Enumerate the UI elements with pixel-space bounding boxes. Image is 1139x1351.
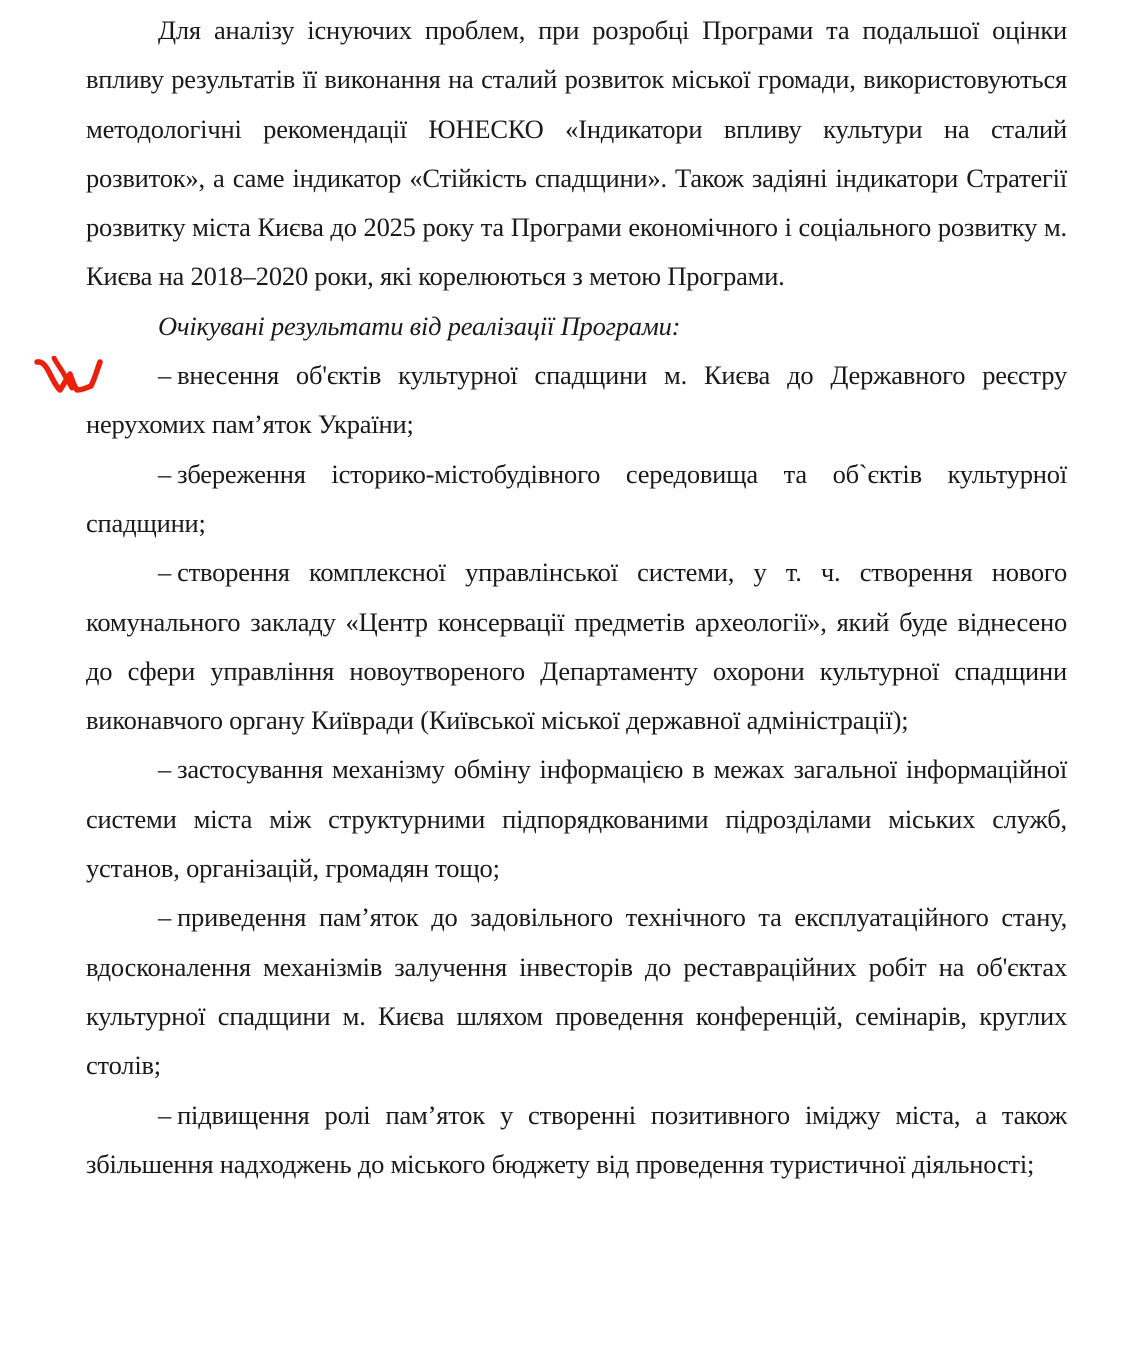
list-item-text: застосування механізму обміну інформацією в межах загальної інформаційної системи міста між структурними підпорядкованими підрозділами міських служб, установ, організацій, громадян тощо; (86, 754, 1067, 884)
list-item (86, 351, 1067, 450)
list-item-text: приведення пам’яток до задовільного технічного та експлуатаційного стану, вдосконалення механізмів залучення інвесторів до реставраційних робіт на об'єктах культурної спадщини м. Києва шляхом проведення конференцій, семінарів, круглих столів; (86, 902, 1067, 1081)
dash-bullet: – (158, 458, 172, 489)
dash-bullet: – (158, 557, 172, 588)
results-list (86, 351, 1067, 1189)
list-item-text: збереження історико-містобудівного середовища та об`єктів культурної спадщини; (86, 458, 1067, 538)
list-item-text: створення комплексної управлінської системи, у т. ч. створення нового комунального закладу «Центр консервації предметів археології», який буде віднесено до сфери управління новоутвореного Департаменту охорони культурної спадщини виконавчого органу Київради (Київської міської державної адміністрації); (86, 557, 1067, 736)
dash-bullet: – (158, 1099, 172, 1130)
list-item-text: підвищення ролі пам’яток у створенні позитивного іміджу міста, а також збільшення надходжень до міського бюджету від проведення туристичної діяльності; (86, 1099, 1067, 1179)
list-item-text: внесення об'єктів культурної спадщини м. Києва до Державного реєстру нерухомих пам’яток України; (86, 360, 1067, 440)
dash-bullet: – (158, 902, 172, 933)
intro-paragraph: Для аналізу існуючих проблем, при розробці Програми та подальшої оцінки впливу результатів її виконання на сталий розвиток міської громади, використовуються методологічні рекомендації ЮНЕСКО «Індикатори впливу культури на сталий розвиток», а саме індикатор «Стійкість спадщини». Також задіяні індикатори Стратегії розвитку міста Києва до 2025 року та Програми економічного і соціального розвитку м. Києва на 2018–2020 роки, які корелюються з метою Програми. (86, 15, 1067, 292)
list-item (86, 1091, 1067, 1190)
list-item (86, 745, 1067, 893)
list-item (86, 893, 1067, 1090)
results-heading: Очікувані результати від реалізації Програми: (158, 310, 681, 341)
list-item (86, 450, 1067, 549)
list-item (86, 548, 1067, 745)
dash-bullet: – (158, 754, 172, 785)
dash-bullet: – (158, 360, 172, 391)
document-page (86, 6, 1067, 1189)
